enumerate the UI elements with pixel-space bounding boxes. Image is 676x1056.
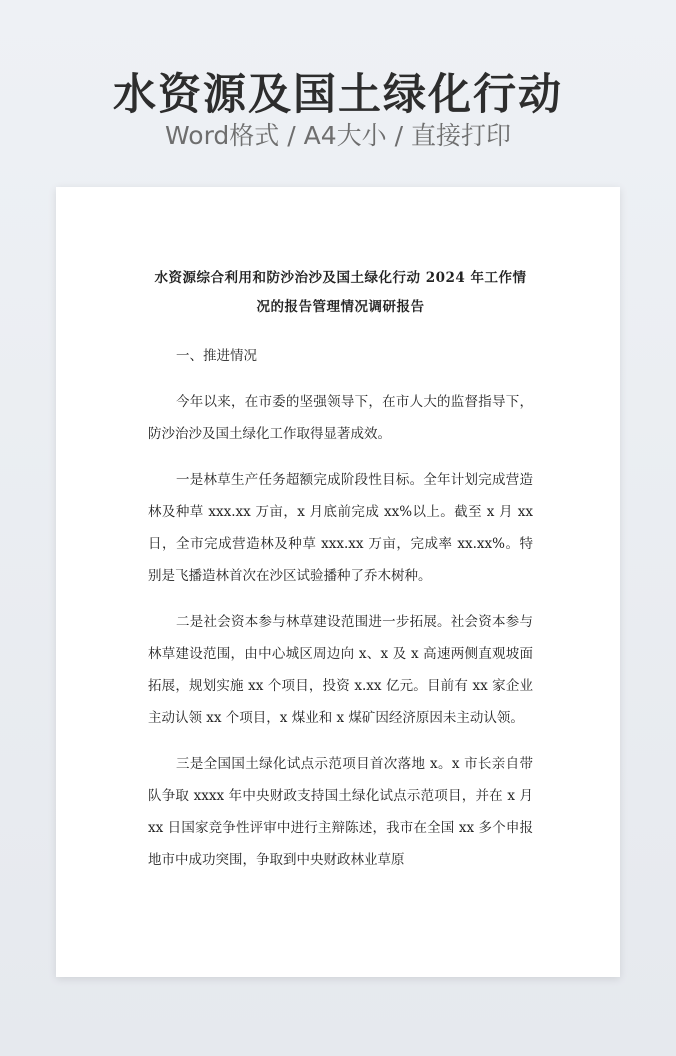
document-title-line-1: 水资源综合利用和防沙治沙及国土绿化行动 2024 年工作情 (154, 270, 527, 286)
document-title-line-2: 况的报告管理情况调研报告 (256, 299, 425, 315)
paragraph-social-capital: 二是社会资本参与林草建设范围进一步拓展。社会资本参与林草建设范围，由中心城区周边向 x、x 及 x 高速两侧直观坡面拓展，规划实施 xx 个项目，投资 x.xx 亿元。目前有 xx 家企业主动认领 xx 个项目，x 煤业和 x 煤矿因经济原因未主动认领。 (148, 614, 533, 726)
section-heading: 一、推进情况 (176, 348, 257, 364)
banner-subtitle: Word格式 / A4大小 / 直接打印 (165, 121, 511, 150)
banner-title: 水资源及国土绿化行动 (113, 70, 563, 120)
document-body (148, 264, 533, 876)
paragraph-intro: 今年以来，在市委的坚强领导下，在市人大的监督指导下，防沙治沙及国土绿化工作取得显著成效。 (148, 394, 533, 442)
document-page (56, 187, 620, 977)
document-title (148, 264, 533, 322)
paragraph-forestry-tasks: 一是林草生产任务超额完成阶段性目标。全年计划完成营造林及种草 xxx.xx 万亩，x 月底前完成 xx%以上。截至 x 月 xx 日，全市完成营造林及种草 xxx.xx 万亩，完成率 xx.xx%。特别是飞播造林首次在沙区试验播种了乔木树种。 (148, 472, 533, 584)
paragraph-pilot-project: 三是全国国土绿化试点示范项目首次落地 x。x 市长亲自带队争取 xxxx 年中央财政支持国土绿化试点示范项目，并在 x 月 xx 日国家竞争性评审中进行主辩陈述，我市在全国 xx 多个申报地市中成功突围，争取到中央财政林业草原 (148, 756, 533, 868)
